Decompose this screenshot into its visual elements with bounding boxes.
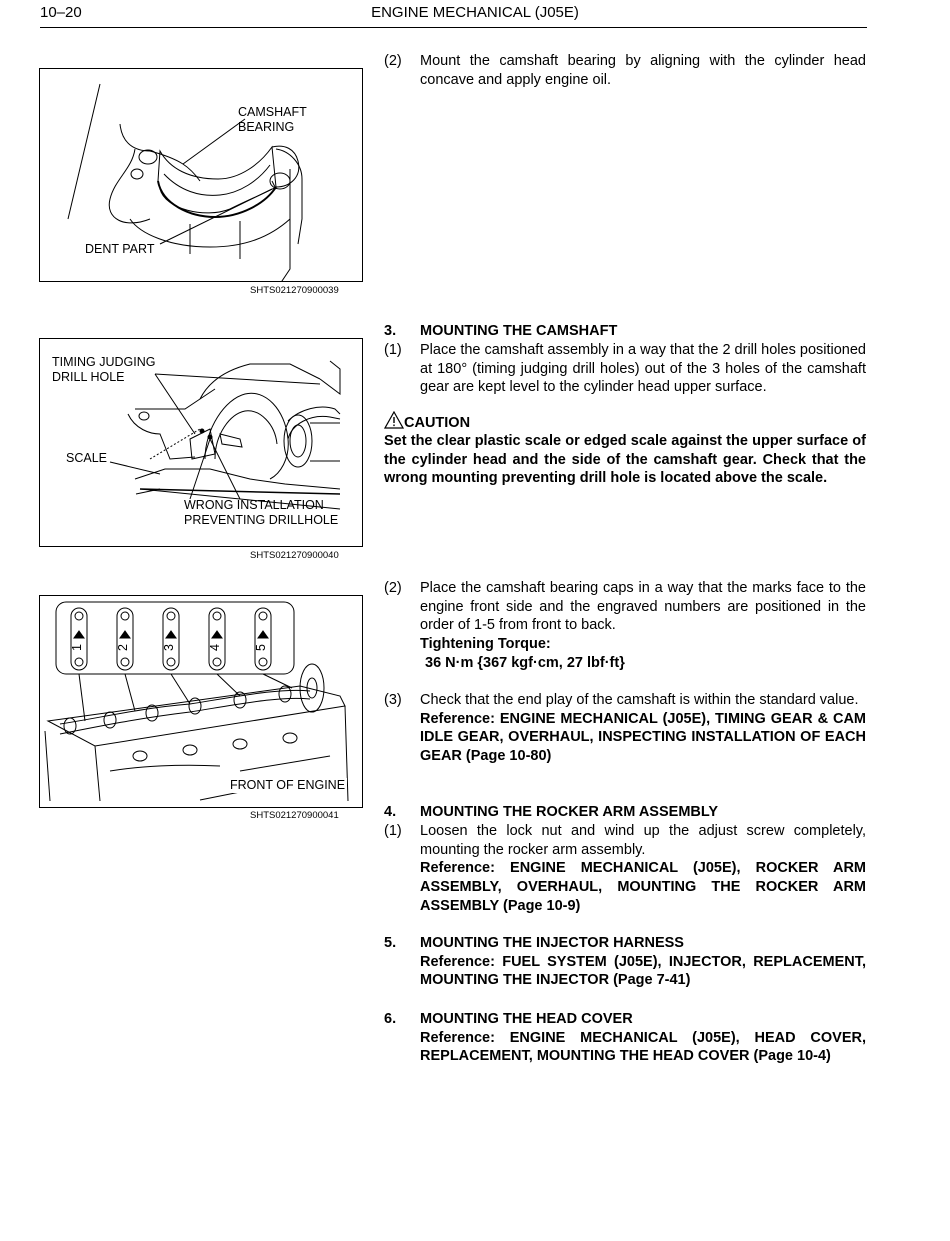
warning-icon [384,411,404,429]
step-number: (1) [384,823,402,839]
caution-heading [384,411,470,431]
figure-id: SHTS021270900039 [250,285,339,296]
cap-number: 3 [161,644,176,651]
figure-id: SHTS021270900041 [250,810,339,821]
label-timing-judging-2: DRILL HOLE [52,370,125,384]
header-rule [40,27,867,28]
label-dent-part: DENT PART [85,242,155,256]
step-description: Check that the end play of the camshaft is within the standard value. [420,692,859,708]
label-camshaft-bearing-2: BEARING [238,120,295,134]
cap-3-icon [163,608,179,670]
section-content [420,934,866,990]
torque-label: Tightening Torque: [420,636,551,653]
cap-number: 1 [69,644,84,651]
label-front-of-engine: FRONT OF ENGINE [230,778,346,792]
step-description: Loosen the lock nut and wind up the adjust screw completely, mounting the rocker arm assembly. [420,823,866,858]
section-heading: MOUNTING THE INJECTOR HARNESS [420,935,684,951]
section-number: 4. [384,804,397,820]
step-number: (2) [384,53,402,69]
step-text [420,691,866,766]
cap-1-icon [71,608,87,670]
section-number: 6. [384,1011,397,1027]
section-heading: MOUNTING THE CAMSHAFT [420,323,618,339]
reference-text: Reference: ENGINE MECHANICAL (J05E), HEAD COVER, REPLACEMENT, MOUNTING THE HEAD COVER (Page 10-4) [420,1029,866,1065]
page-title: ENGINE MECHANICAL (J05E) [371,4,579,21]
torque-value: 36 N·m {367 kgf·cm, 27 lbf·ft} [425,654,625,671]
cap-number: 2 [115,644,130,651]
step-text: Mount the camshaft bearing by aligning with the cylinder head concave and apply engine oil. [420,53,866,88]
step-text: Place the camshaft assembly in a way that the 2 drill holes positioned at 180° (timing judging drill holes) out of the 3 holes of the camshaft gear are kept level to the cylinder head upper surface. [420,342,866,396]
cap-5-icon [255,608,271,670]
bearing-caps-illustration [40,596,362,807]
label-timing-judging-1: TIMING JUDGING [52,355,156,369]
figure-camshaft-bearing [39,68,363,282]
cap-2-icon [117,608,133,670]
section-number: 3. [384,323,397,339]
label-camshaft-bearing-1: CAMSHAFT [238,105,307,119]
cap-number: 4 [207,644,222,651]
caution-label: CAUTION [404,415,471,431]
label-wrong-installation-1: WRONG INSTALLATION [184,498,324,512]
step-description: Place the camshaft bearing caps in a way that the marks face to the engine front side and the engraved numbers are positioned in the order of 1-5 from front to back. [420,580,866,634]
page-number: 10–20 [40,4,82,21]
figure-timing-drill-hole [39,338,363,547]
section-content [420,1010,866,1066]
step-number: (3) [384,692,402,708]
label-scale: SCALE [66,451,107,465]
section-number: 5. [384,935,397,951]
reference-text: Reference: FUEL SYSTEM (J05E), INJECTOR, REPLACEMENT, MOUNTING THE INJECTOR (Page 7-41) [420,953,866,989]
label-wrong-installation-2: PREVENTING DRILLHOLE [184,513,339,527]
cap-number: 5 [253,644,268,651]
figure-id: SHTS021270900040 [250,550,339,561]
reference-text: Reference: ENGINE MECHANICAL (J05E), TIMING GEAR & CAM IDLE GEAR, OVERHAUL, INSPECTING INSTALLATION OF EACH GEAR (Page 10-80) [420,710,866,765]
reference-text: Reference: ENGINE MECHANICAL (J05E), ROCKER ARM ASSEMBLY, OVERHAUL, MOUNTING THE ROCKER ARM ASSEMBLY (Page 10-9) [420,860,866,914]
section-heading: MOUNTING THE ROCKER ARM ASSEMBLY [420,804,719,820]
step-number: (2) [384,580,402,596]
step-number: (1) [384,342,402,358]
step-text [420,579,866,673]
step-text [420,822,866,916]
section-heading: MOUNTING THE HEAD COVER [420,1011,633,1027]
caution-text: Set the clear plastic scale or edged scale against the upper surface of the cylinder head and the side of the camshaft gear. Check that the wrong mounting preventing drill hole is located above the scale. [384,433,866,487]
figure-bearing-caps [39,595,363,808]
cap-4-icon [209,608,225,670]
